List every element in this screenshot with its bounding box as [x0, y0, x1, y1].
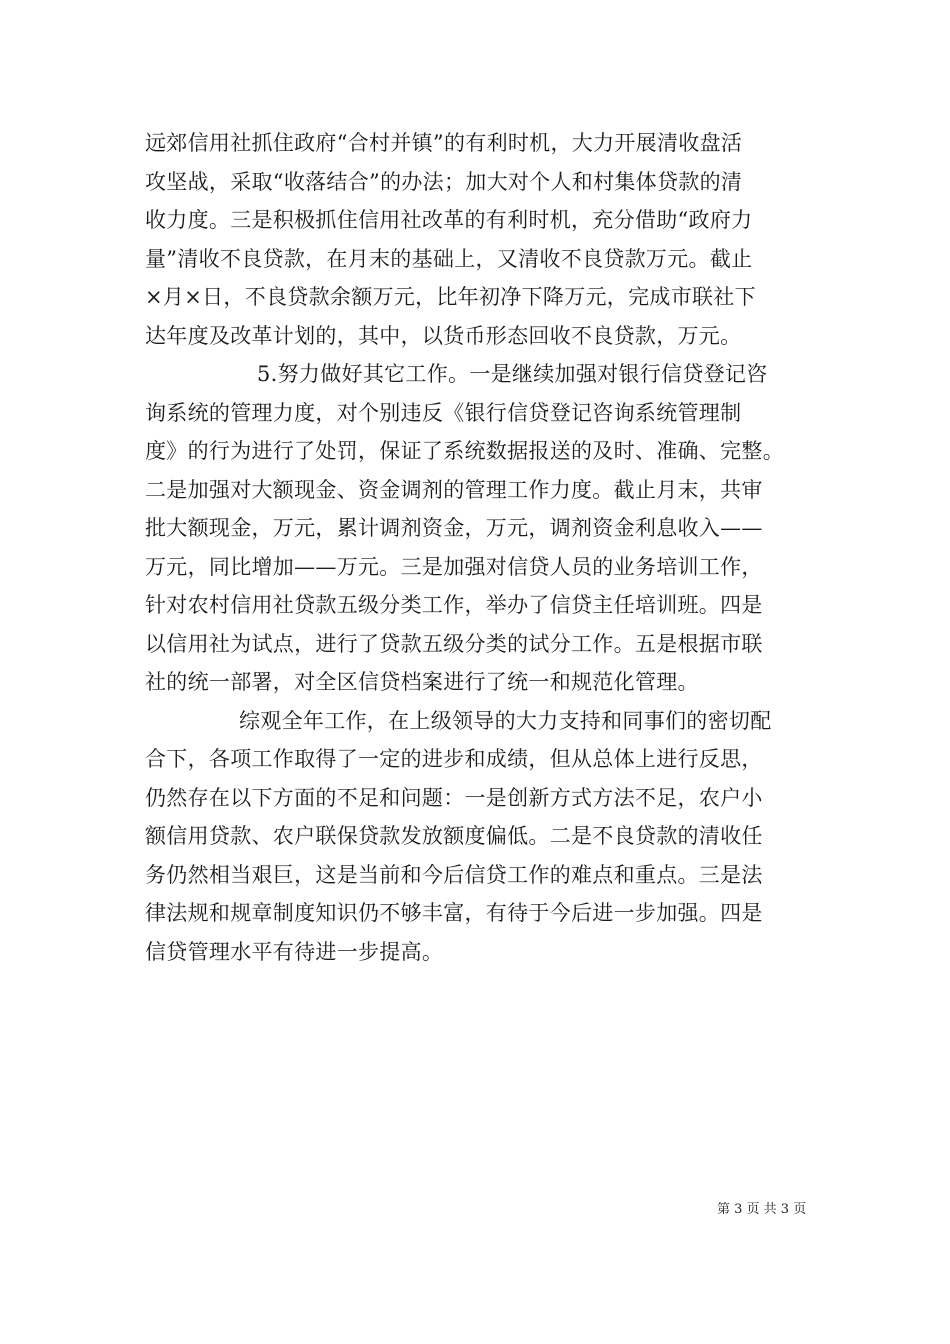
page-number-footer: 第 3 页 共 3 页 [717, 1202, 807, 1217]
text-line: 达年度及改革计划的，其中，以货币形态回收不良贷款，万元。 [145, 323, 742, 348]
text-line: 以信用社为试点，进行了贷款五级分类的试分工作。五是根据市联 [145, 631, 763, 656]
text-line: ×月×日，不良贷款余额万元，比年初净下降万元，完成市联社下 [145, 285, 756, 309]
text-line: 务仍然相当艰巨，这是当前和今后信贷工作的难点和重点。三是法 [145, 862, 763, 887]
paragraph-start-line: 5.努力做好其它工作。一是继续加强对银行信贷登记咨 [257, 362, 768, 386]
text-line: 合下，各项工作取得了一定的进步和成绩，但从总体上进行反思， [145, 747, 763, 771]
text-line: 万元，同比增加——万元。三是加强对信贷人员的业务培训工作， [145, 554, 763, 579]
text-line: 律法规和规章制度知识仍不够丰富，有待于今后进一步加强。四是 [145, 901, 763, 925]
text-line: 信贷管理水平有待进一步提高。 [145, 939, 444, 964]
body-text [145, 124, 805, 971]
text-line: 针对农村信用社贷款五级分类工作，举办了信贷主任培训班。四是 [145, 593, 763, 617]
text-line: 量”清收不良贷款，在月末的基础上，又清收不良贷款万元。截止 [145, 246, 753, 271]
text-line: 额信用贷款、农户联保贷款发放额度偏低。二是不良贷款的清收任 [145, 824, 763, 848]
text-line: 批大额现金，万元，累计调剂资金，万元，调剂资金利息收入—— [145, 516, 763, 540]
text-line: 收力度。三是积极抓住信用社改革的有利时机，充分借助“政府力 [145, 208, 753, 232]
paragraph-start-line: 综观全年工作，在上级领导的大力支持和同事们的密切配 [239, 708, 772, 733]
text-line: 二是加强对大额现金、资金调剂的管理工作力度。截止月末，共审 [145, 477, 763, 502]
text-line: 度》的行为进行了处罚，保证了系统数据报送的及时、准确、完整。 [145, 439, 784, 463]
text-line: 仍然存在以下方面的不足和问题：一是创新方式方法不足，农户小 [145, 785, 763, 810]
text-line: 远郊信用社抓住政府“合村并镇”的有利时机，大力开展清收盘活 [145, 131, 743, 155]
text-line: 社的统一部署，对全区信贷档案进行了统一和规范化管理。 [145, 670, 699, 694]
text-line: 询系统的管理力度，对个别违反《银行信贷登记咨询系统管理制 [145, 400, 742, 425]
text-line: 攻坚战，采取“收落结合”的办法；加大对个人和村集体贷款的清 [145, 169, 743, 194]
